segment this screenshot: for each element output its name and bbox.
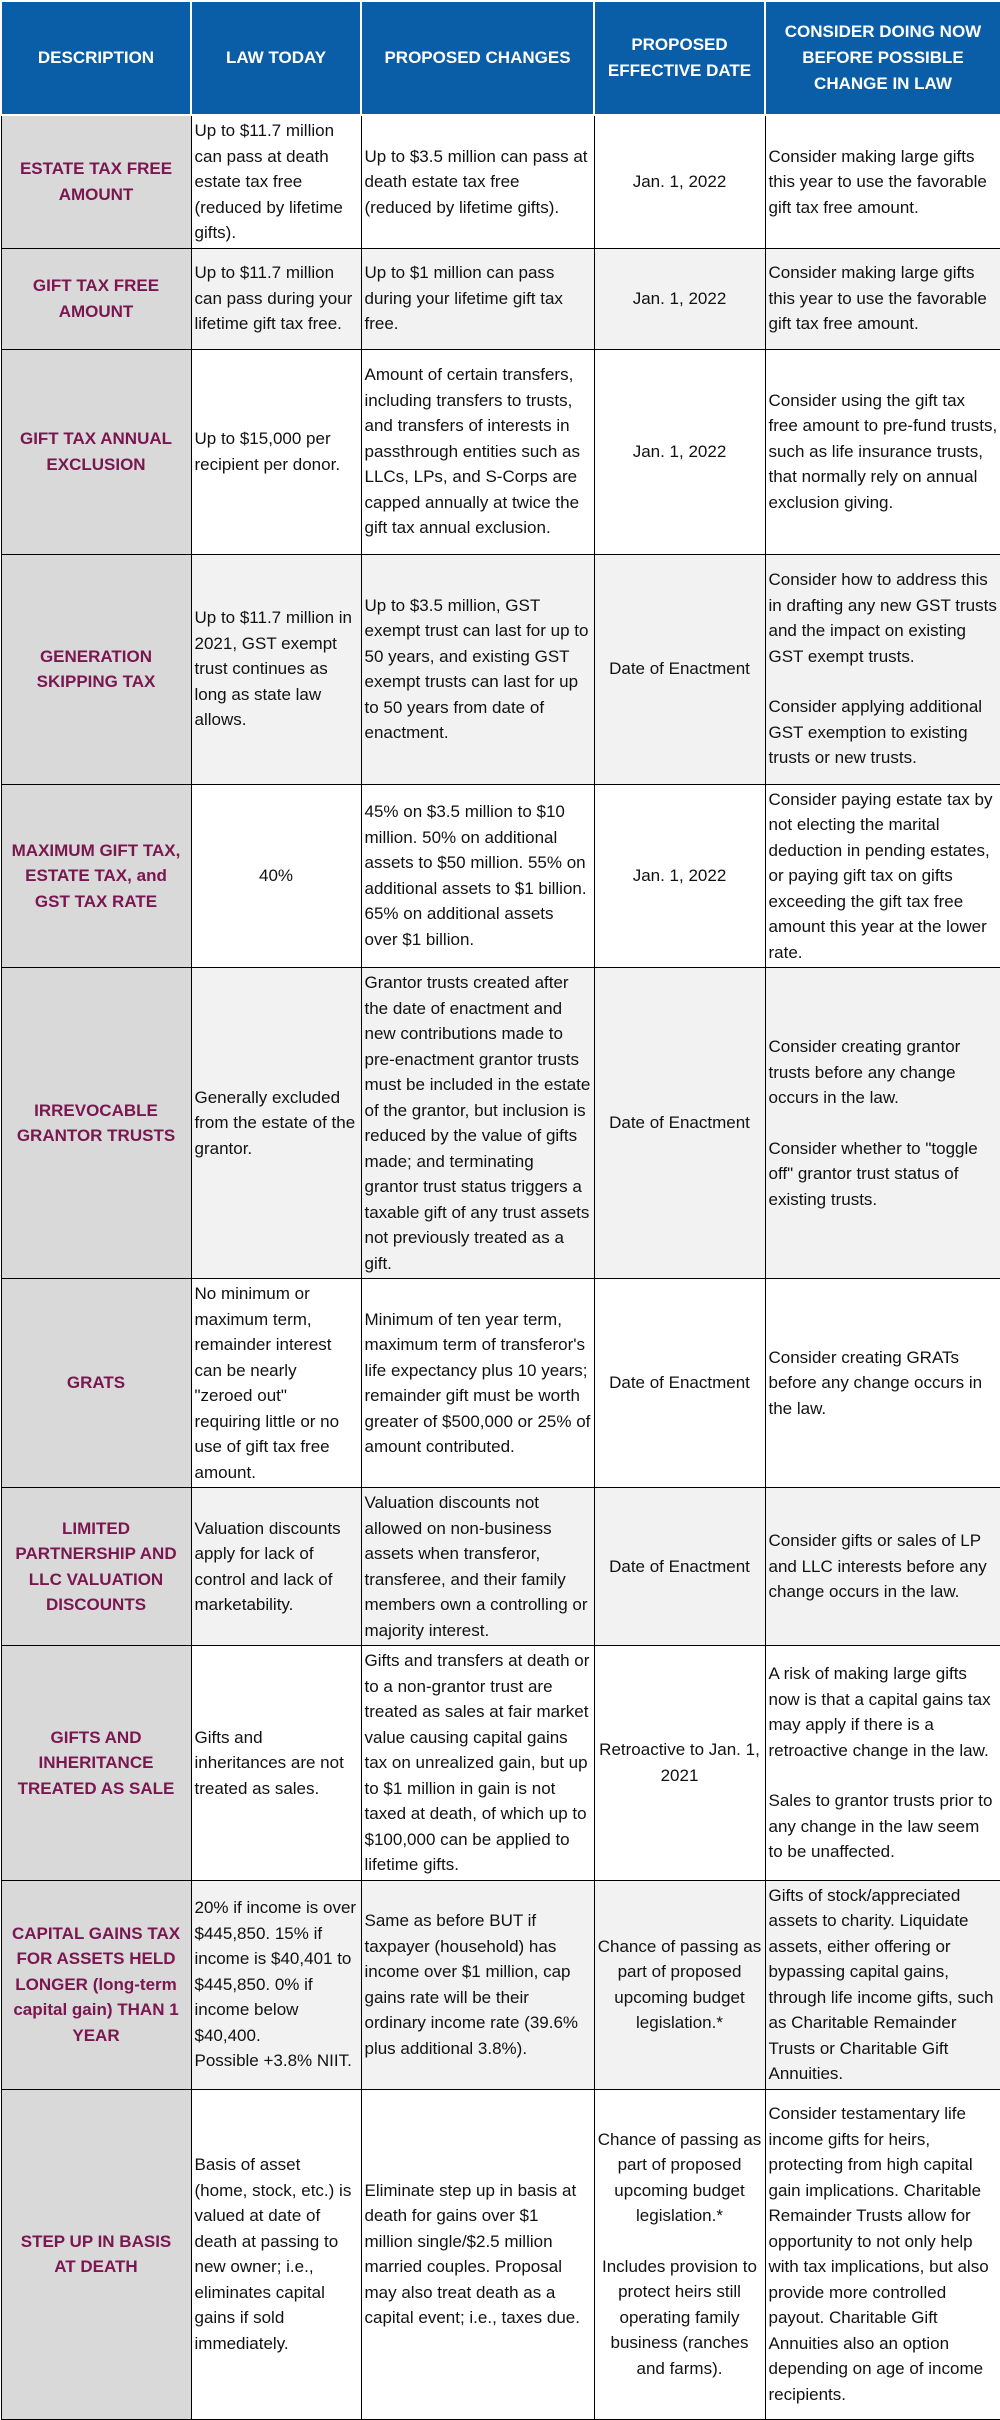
description-part: MAXIMUM GIFT TAX, ESTATE TAX, <box>11 840 181 885</box>
row-law-today <box>191 1880 361 2089</box>
row-description: ESTATE TAX FREE AMOUNT <box>1 115 191 248</box>
row-effective-date: Retroactive to Jan. 1, 2021 <box>594 1646 765 1881</box>
table-row <box>1 784 1000 968</box>
law-paragraph: 20% if income is over $445,850. 15% if income is $40,401 to $445,850. 0% if income below $40,400. <box>194 1898 357 2045</box>
row-consider: Consider making large gifts this year to use the favorable gift tax free amount. <box>765 115 1000 248</box>
table-row <box>1 1279 1000 1488</box>
consider-paragraph: Consider how to address this in drafting any new GST trusts and the impact on existing GST exempt trusts. <box>768 570 997 666</box>
row-law-today: Basis of asset (home, stock, etc.) is valued at date of death at passing to new owner; i.e., eliminates capital gains if sold immediately. <box>191 2089 361 2419</box>
row-consider <box>765 1646 1000 1881</box>
row-consider: Consider gifts or sales of LP and LLC interests before any change occurs in the law. <box>765 1488 1000 1646</box>
table-header <box>1 1 1000 115</box>
row-consider: Consider creating GRATs before any change occurs in the law. <box>765 1279 1000 1488</box>
row-proposed-changes: Grantor trusts created after the date of enactment and new contributions made to pre-enactment grantor trusts must be included in the estate of the grantor, but inclusion is reduced by the value of gifts made; and terminating grantor trust status triggers a taxable gift of any trust assets not previously treated as a gift. <box>361 968 594 1279</box>
table-row <box>1 115 1000 248</box>
row-effective-date: Date of Enactment <box>594 968 765 1279</box>
row-effective-date: Jan. 1, 2022 <box>594 115 765 248</box>
table-row <box>1 1880 1000 2089</box>
table-row <box>1 1488 1000 1646</box>
row-effective-date <box>594 2089 765 2419</box>
header-effective-date: PROPOSED EFFECTIVE DATE <box>594 1 765 115</box>
row-effective-date: Jan. 1, 2022 <box>594 349 765 554</box>
consider-paragraph: Consider whether to "toggle off" grantor trust status of existing trusts. <box>768 1138 978 1209</box>
row-effective-date: Date of Enactment <box>594 554 765 784</box>
row-proposed-changes: 45% on $3.5 million to $10 million. 50% on additional assets to $50 million. 55% on additional assets to $1 billion. 65% on additional assets over $1 billion. <box>361 784 594 968</box>
row-description <box>1 784 191 968</box>
row-description: LIMITED PARTNERSHIP AND LLC VALUATION DISCOUNTS <box>1 1488 191 1646</box>
description-part: GST TAX RATE <box>34 891 158 911</box>
consider-paragraph: Consider applying additional GST exemption to existing trusts or new trusts. <box>768 697 983 768</box>
row-consider <box>765 968 1000 1279</box>
row-consider: Consider testamentary life income gifts for heirs, protecting from high capital gain implications. Charitable Remainder Trusts allow for opportunity to not only help with tax implications, but also provide more controlled payout. Charitable Gift Annuities also an option depending on age of income recipients. <box>765 2089 1000 2419</box>
row-law-today: Valuation discounts apply for lack of control and lack of marketability. <box>191 1488 361 1646</box>
header-law-today: LAW TODAY <box>191 1 361 115</box>
row-proposed-changes: Amount of certain transfers, including transfers to trusts, and transfers of interests in passthrough entities such as LLCs, LPs, and S-Corps are capped annually at twice the gift tax annual exclusion. <box>361 349 594 554</box>
row-description: GIFTS AND INHERITANCE TREATED AS SALE <box>1 1646 191 1881</box>
row-proposed-changes: Up to $3.5 million can pass at death estate tax free (reduced by lifetime gifts). <box>361 115 594 248</box>
description-part: (long-term capital gain) <box>13 1974 177 2020</box>
row-law-today: Up to $11.7 million can pass at death estate tax free (reduced by lifetime gifts). <box>191 115 361 248</box>
row-description: GENERATION SKIPPING TAX <box>1 554 191 784</box>
row-effective-date: Date of Enactment <box>594 1488 765 1646</box>
header-description: DESCRIPTION <box>1 1 191 115</box>
law-paragraph: Possible +3.8% NIIT. <box>194 2051 352 2071</box>
header-consider: CONSIDER DOING NOW BEFORE POSSIBLE CHANGE IN LAW <box>765 1 1000 115</box>
row-description: GIFT TAX ANNUAL EXCLUSION <box>1 349 191 554</box>
row-law-today: 40% <box>191 784 361 968</box>
row-description: GIFT TAX FREE AMOUNT <box>1 248 191 349</box>
table-body <box>1 115 1000 2419</box>
row-description: STEP UP IN BASIS AT DEATH <box>1 2089 191 2419</box>
table-row <box>1 1646 1000 1881</box>
table-row <box>1 248 1000 349</box>
row-effective-date: Jan. 1, 2022 <box>594 784 765 968</box>
consider-paragraph: Consider creating grantor trusts before any change occurs in the law. <box>768 1037 961 1107</box>
table-row <box>1 554 1000 784</box>
date-paragraph: Chance of passing as part of proposed upcoming budget legislation.* <box>597 2129 762 2226</box>
row-proposed-changes: Same as before BUT if taxpayer (household) has income over $1 million, cap gains rate will be their ordinary income rate (39.6% plus additional 3.8%). <box>361 1880 594 2089</box>
row-proposed-changes: Minimum of ten year term, maximum term of transferor's life expectancy plus 10 years; remainder gift must be worth greater of $500,000 or 25% of amount contributed. <box>361 1279 594 1488</box>
row-law-today: Up to $11.7 million in 2021, GST exempt trust continues as long as state law allows. <box>191 554 361 784</box>
row-consider <box>765 554 1000 784</box>
row-law-today: Generally excluded from the estate of the grantor. <box>191 968 361 1279</box>
row-law-today: Up to $15,000 per recipient per donor. <box>191 349 361 554</box>
row-consider: Consider using the gift tax free amount to pre-fund trusts, such as life insurance trusts, that normally rely on annual exclusion giving. <box>765 349 1000 554</box>
date-paragraph: Includes provision to protect heirs still operating family business (ranches and farms). <box>602 2256 757 2378</box>
row-consider: Consider making large gifts this year to use the favorable gift tax free amount. <box>765 248 1000 349</box>
header-proposed-changes: PROPOSED CHANGES <box>361 1 594 115</box>
row-description: IRREVOCABLE GRANTOR TRUSTS <box>1 968 191 1279</box>
row-proposed-changes: Gifts and transfers at death or to a non-grantor trust are treated as sales at fair market value causing capital gains tax on unrealized gain, but up to $1 million in gain is not taxed at death, of which up to $100,000 can be applied to lifetime gifts. <box>361 1646 594 1881</box>
description-part: and <box>136 866 167 885</box>
consider-paragraph: Sales to grantor trusts prior to any change in the law seem to be unaffected. <box>768 1791 993 1861</box>
row-description: GRATS <box>1 1279 191 1488</box>
row-consider: Gifts of stock/appreciated assets to charity. Liquidate assets, either offering or bypassing capital gains, through life income gifts, such as Charitable Remainder Trusts or Charitable Gift Annuities. <box>765 1880 1000 2089</box>
row-law-today: Gifts and inheritances are not treated as sales. <box>191 1646 361 1881</box>
row-consider: Consider paying estate tax by not electing the marital deduction in pending estates, or paying gift tax on gifts exceeding the gift tax free amount this year at the lower rate. <box>765 784 1000 968</box>
row-effective-date: Date of Enactment <box>594 1279 765 1488</box>
row-law-today: Up to $11.7 million can pass during your lifetime gift tax free. <box>191 248 361 349</box>
row-law-today: No minimum or maximum term, remainder interest can be nearly "zeroed out" requiring little or no use of gift tax free amount. <box>191 1279 361 1488</box>
table-row <box>1 349 1000 554</box>
row-description <box>1 1880 191 2089</box>
header-row <box>1 1 1000 115</box>
description-part: THAN 1 YEAR <box>72 2000 179 2045</box>
table-row <box>1 2089 1000 2419</box>
consider-paragraph: A risk of making large gifts now is that a capital gains tax may apply if there is a retroactive change in the law. <box>768 1664 991 1760</box>
row-proposed-changes: Valuation discounts not allowed on non-business assets when transferor, transferee, and their family members own a controlling or majority interest. <box>361 1488 594 1646</box>
table-row <box>1 968 1000 1279</box>
row-effective-date: Chance of passing as part of proposed upcoming budget legislation.* <box>594 1880 765 2089</box>
row-proposed-changes: Up to $3.5 million, GST exempt trust can last for up to 50 years, and existing GST exempt trusts can last for up to 50 years from date of enactment. <box>361 554 594 784</box>
row-proposed-changes: Up to $1 million can pass during your lifetime gift tax free. <box>361 248 594 349</box>
description-part: CAPITAL GAINS TAX FOR ASSETS HELD LONGER <box>11 1923 181 1994</box>
row-effective-date: Jan. 1, 2022 <box>594 248 765 349</box>
row-proposed-changes: Eliminate step up in basis at death for gains over $1 million single/$2.5 million married couples. Proposal may also treat death as a capital event; i.e., taxes due. <box>361 2089 594 2419</box>
